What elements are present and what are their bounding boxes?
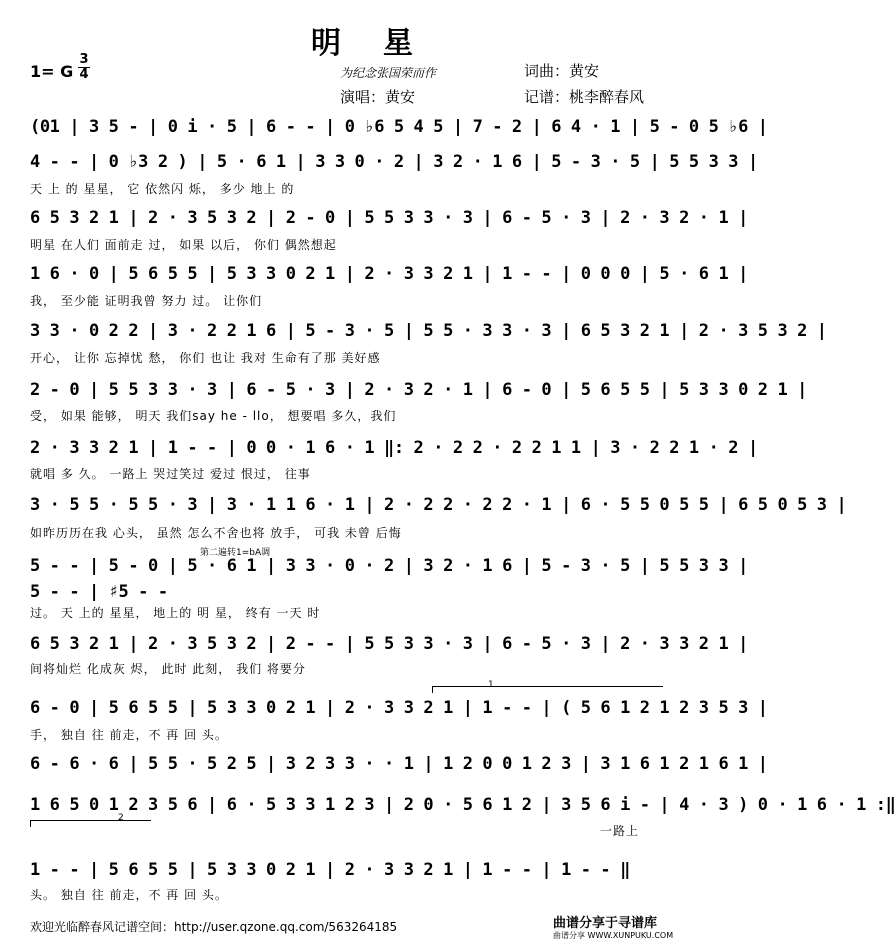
notes-row-3: 6 5 3 2 1 | 2 · 3 5 3 2 | 2 - 0 | 5 5 3 3 · 3 | 6 - 5 · 3 | 2 · 3 2 · 1 | — [30, 208, 748, 228]
page-title: 明 星 — [311, 26, 419, 61]
lyrics-row-14: 一路上 — [600, 824, 640, 838]
lyrics-row-8: 如昨历历在我 心头， 虽然 怎么不舍也将 放手， 可我 未曾 后悔 — [30, 526, 402, 540]
notes-row-15: 1 - - | 5 6 5 5 | 5 3 3 0 2 1 | 2 · 3 3 2 1 | 1 - - | 1 - - ‖ — [30, 860, 630, 880]
notes-row-2: 4 - - | 0 ♭3 2 ) | 5 · 6 1 | 3 3 0 · 2 | 3 2 · 1 6 | 5 - 3 · 5 | 5 5 3 3 | — [30, 152, 758, 172]
volta-1-label: 1 — [488, 680, 494, 690]
footer-text: 欢迎光临醉春风记谱空间：http://user.qzone.qq.com/563264185 — [30, 920, 398, 934]
lyrics-row-10: 过。 天 上的 星星， 地上的 明 星， 终有 一天 时 — [30, 606, 321, 620]
notes-row-9: 5 - - | 5 - 0 | 5 · 6 1 | 3 3 · 0 · 2 | 3 2 · 1 6 | 5 - 3 · 5 | 5 5 3 3 | — [30, 556, 748, 576]
notes-row-12: 6 - 0 | 5 6 5 5 | 5 3 3 0 2 1 | 2 · 3 3 2 1 | 1 - - | ( 5 6 1 2 1 2 3 5 3 | — [30, 698, 768, 718]
lyrics-row-6: 受， 如果 能够， 明天 我们say he - llo， 想要唱 多久，我们 — [30, 409, 397, 423]
time-signature — [78, 54, 90, 81]
notes-row-8: 3 · 5 5 · 5 5 · 3 | 3 · 1 1 6 · 1 | 2 · 2 2 · 2 2 · 1 | 6 · 5 5 0 5 5 | 6 5 0 5 3 | — [30, 495, 847, 515]
notes-row-1: (01 | 3 5 - | 0 i · 5 | 6 - - | 0 ♭6 5 4 5 | 7 - 2 | 6 4 · 1 | 5 - 0 5 ♭6 | — [30, 117, 768, 137]
lyrics-row-5: 开心， 让你 忘掉忧 愁， 你们 也让 我对 生命有了那 美好感 — [30, 351, 381, 365]
notes-row-13: 6 - 6 · 6 | 5 5 · 5 2 5 | 3 2 3 3 · · 1 | 1 2 0 0 1 2 3 | 3 1 6 1 2 1 6 1 | — [30, 754, 768, 774]
transcriber-credit: 记谱：桃李醉春风 — [524, 88, 645, 106]
volta-2-bracket — [30, 820, 151, 827]
composer-credit: 词曲：黄安 — [524, 62, 600, 80]
notes-row-10: 5 - - | ♯5 - - — [30, 582, 168, 602]
volta-2-label: 2 — [118, 813, 124, 823]
lyrics-row-7: 就唱 多 久。 一路上 哭过笑过 爱过 恨过， 往事 — [30, 467, 311, 481]
notes-row-14: 1 6 5 0 1 2 3 5 6 | 6 · 5 3 3 1 2 3 | 2 0 · 5 6 1 2 | 3 5 6 i - | 4 · 3 ) 0 · 1 6 · 1 :‖ — [30, 795, 895, 815]
notes-row-11: 6 5 3 2 1 | 2 · 3 5 3 2 | 2 - - | 5 5 3 3 · 3 | 6 - 5 · 3 | 2 · 3 3 2 1 | — [30, 634, 748, 654]
notes-row-5: 3 3 · 0 2 2 | 3 · 2 2 1 6 | 5 - 3 · 5 | 5 5 · 3 3 · 3 | 6 5 3 2 1 | 2 · 3 5 3 2 | — [30, 321, 827, 341]
meter-bottom: 4 — [79, 67, 89, 82]
brand-url: 曲谱分享 WWW.XUNPUKU.COM — [553, 931, 674, 940]
lyrics-row-4: 我， 至少能 证明我曾 努力 过。 让你们 — [30, 294, 263, 308]
notes-row-7: 2 · 3 3 2 1 | 1 - - | 0 0 · 1 6 · 1 ‖: 2 · 2 2 · 2 2 1 1 | 3 · 2 2 1 · 2 | — [30, 438, 758, 458]
lyrics-row-12: 手， 独自 往 前走，不 再 回 头。 — [30, 728, 228, 742]
modulation-note: 第二遍转1=bA调 — [200, 548, 271, 558]
notes-row-4: 1 6 · 0 | 5 6 5 5 | 5 3 3 0 2 1 | 2 · 3 3 2 1 | 1 - - | 0 0 0 | 5 · 6 1 | — [30, 264, 748, 284]
volta-1-bracket — [432, 686, 663, 693]
notes-row-6: 2 - 0 | 5 5 3 3 · 3 | 6 - 5 · 3 | 2 · 3 2 · 1 | 6 - 0 | 5 6 5 5 | 5 3 3 0 2 1 | — [30, 380, 807, 400]
singer-credit: 演唱：黄安 — [340, 88, 416, 106]
brand-logo-text: 曲谱分享于寻谱库 — [553, 916, 658, 931]
key-signature: 1= G — [30, 62, 74, 81]
lyrics-row-2: 天 上 的 星星， 它 依然闪 烁， 多少 地上 的 — [30, 182, 295, 196]
dedication: 为纪念张国荣而作 — [340, 66, 437, 80]
lyrics-row-3: 明星 在人们 面前走 过， 如果 以后， 你们 偶然想起 — [30, 238, 337, 252]
lyrics-row-11: 间将灿烂 化成灰 烬， 此时 此刻， 我们 将要分 — [30, 662, 306, 676]
meter-top: 3 — [79, 52, 89, 67]
lyrics-row-15: 头。 独自 往 前走，不 再 回 头。 — [30, 888, 228, 902]
